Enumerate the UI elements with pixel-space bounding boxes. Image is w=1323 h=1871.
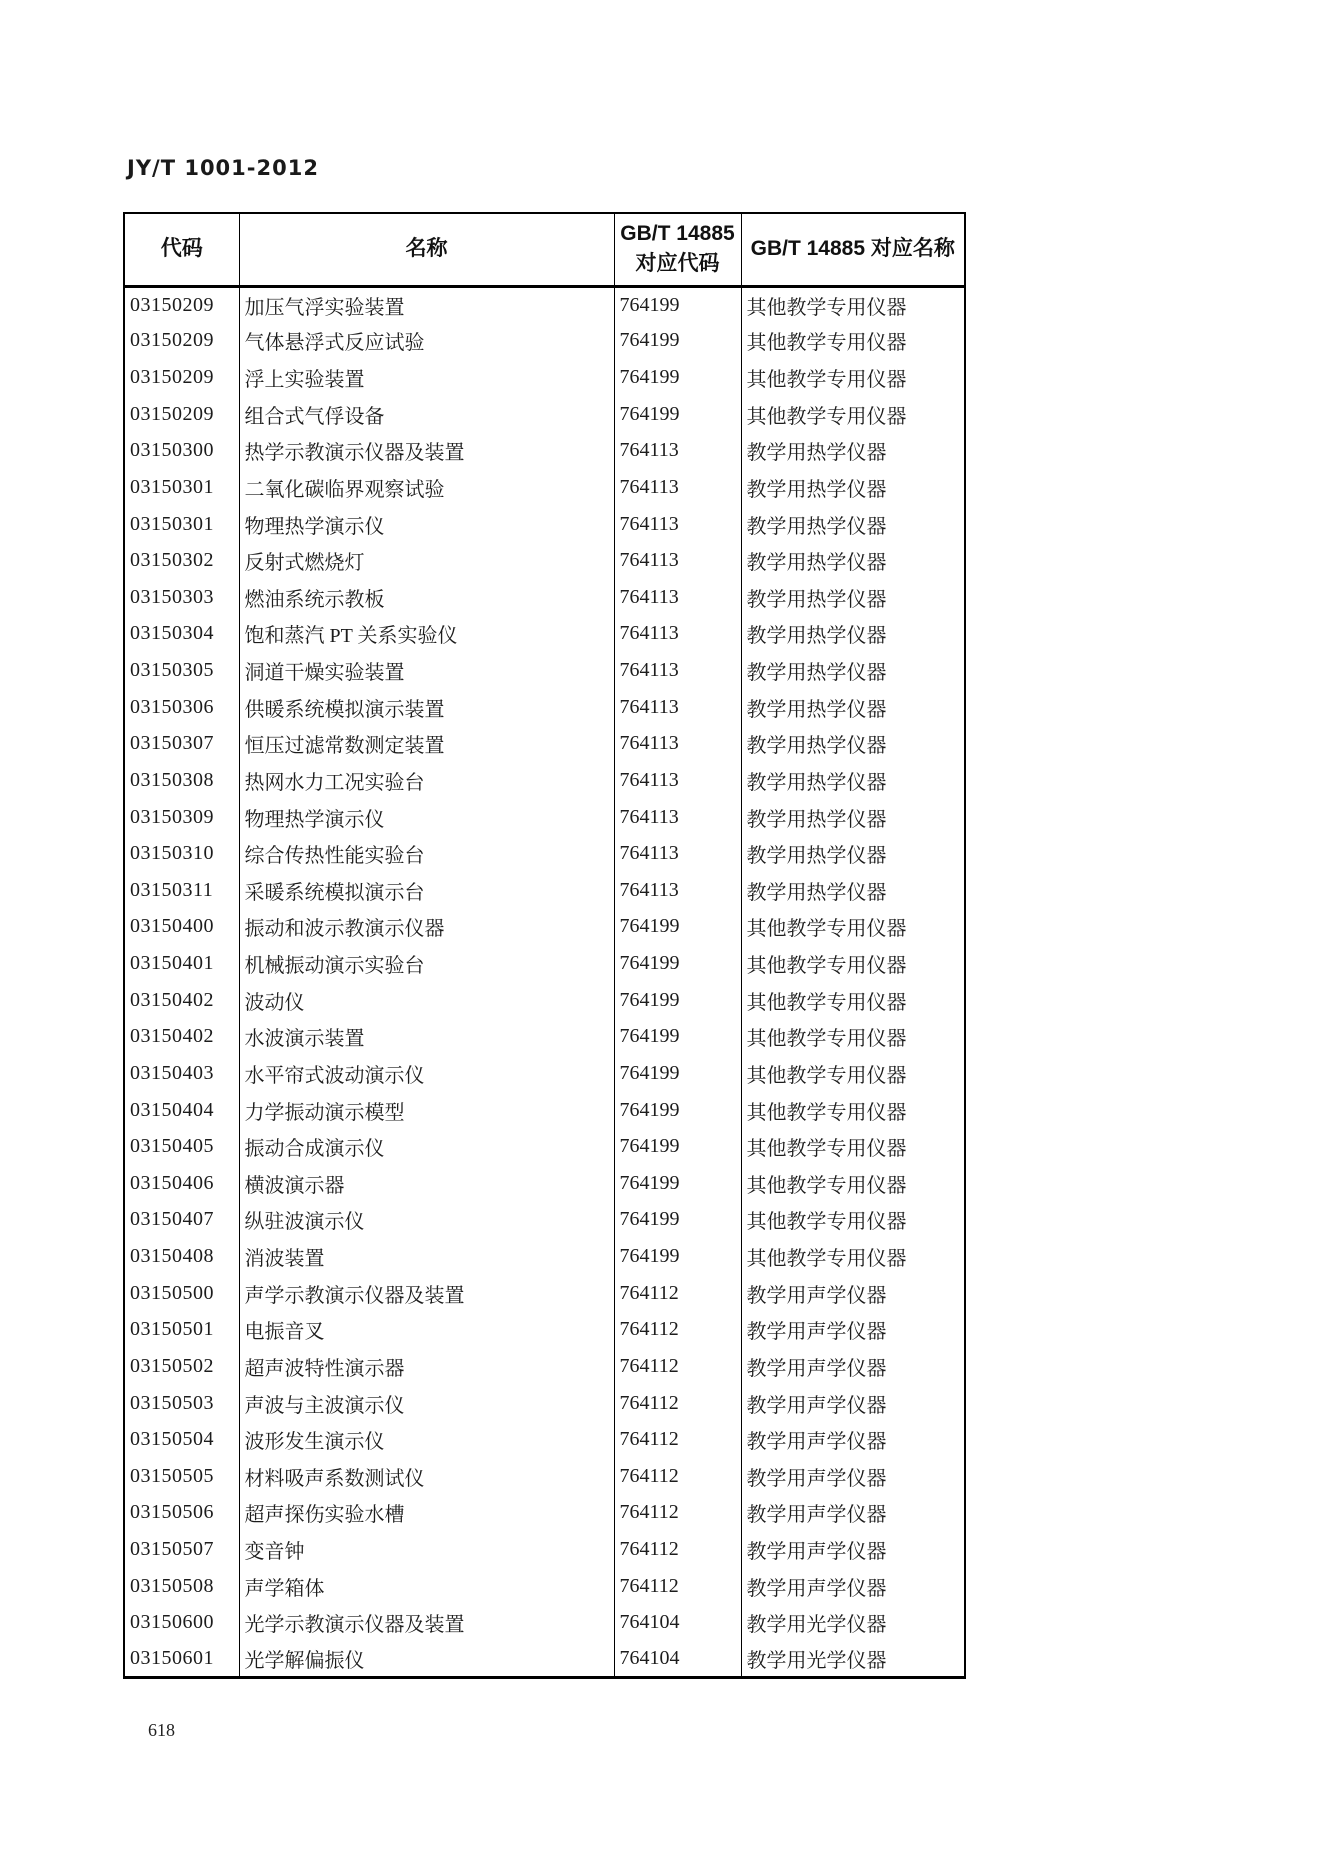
- cell-code: 03150407: [124, 1202, 239, 1239]
- cell-gb-code: 764112: [614, 1421, 741, 1458]
- cell-name: 供暖系统模拟演示装置: [239, 689, 614, 726]
- cell-gb-name: 教学用热学仪器: [741, 799, 965, 836]
- cell-code: 03150302: [124, 542, 239, 579]
- cell-gb-name: 教学用热学仪器: [741, 542, 965, 579]
- cell-name: 物理热学演示仪: [239, 799, 614, 836]
- cell-gb-code: 764112: [614, 1495, 741, 1532]
- cell-gb-code: 764113: [614, 726, 741, 763]
- cell-code: 03150301: [124, 469, 239, 506]
- header-name: 名称: [239, 213, 614, 286]
- cell-gb-code: 764112: [614, 1531, 741, 1568]
- cell-gb-name: 教学用热学仪器: [741, 872, 965, 909]
- table-row: [124, 1568, 965, 1605]
- cell-name: 横波演示器: [239, 1165, 614, 1202]
- cell-gb-code: 764113: [614, 652, 741, 689]
- header-row: [124, 213, 965, 286]
- cell-gb-code: 764199: [614, 359, 741, 396]
- table-row: [124, 542, 965, 579]
- cell-code: 03150209: [124, 396, 239, 433]
- cell-gb-code: 764112: [614, 1458, 741, 1495]
- cell-gb-code: 764199: [614, 1238, 741, 1275]
- cell-name: 二氧化碳临界观察试验: [239, 469, 614, 506]
- cell-code: 03150402: [124, 982, 239, 1019]
- table-row: [124, 652, 965, 689]
- cell-code: 03150500: [124, 1275, 239, 1312]
- cell-name: 消波装置: [239, 1238, 614, 1275]
- cell-code: 03150307: [124, 726, 239, 763]
- table-row: [124, 945, 965, 982]
- cell-code: 03150300: [124, 433, 239, 470]
- table-row: [124, 469, 965, 506]
- cell-name: 力学振动演示模型: [239, 1092, 614, 1129]
- table-row: [124, 835, 965, 872]
- table-row: [124, 689, 965, 726]
- cell-name: 振动和波示教演示仪器: [239, 909, 614, 946]
- cell-gb-name: 教学用声学仪器: [741, 1531, 965, 1568]
- table-row: [124, 1421, 965, 1458]
- cell-gb-name: 教学用热学仪器: [741, 579, 965, 616]
- cell-code: 03150508: [124, 1568, 239, 1605]
- cell-gb-code: 764113: [614, 762, 741, 799]
- cell-gb-name: 其他教学专用仪器: [741, 1055, 965, 1092]
- cell-gb-code: 764112: [614, 1348, 741, 1385]
- cell-code: 03150400: [124, 909, 239, 946]
- cell-gb-name: 其他教学专用仪器: [741, 1165, 965, 1202]
- table-row: [124, 1165, 965, 1202]
- cell-code: 03150401: [124, 945, 239, 982]
- cell-gb-name: 其他教学专用仪器: [741, 1202, 965, 1239]
- header-gb-code-line1: GB/T 14885: [620, 221, 735, 245]
- cell-gb-name: 教学用热学仪器: [741, 652, 965, 689]
- table-row: [124, 1055, 965, 1092]
- cell-code: 03150504: [124, 1421, 239, 1458]
- table-row: [124, 1238, 965, 1275]
- cell-name: 超声探伤实验水槽: [239, 1495, 614, 1532]
- cell-gb-code: 764199: [614, 396, 741, 433]
- table-row: [124, 506, 965, 543]
- cell-code: 03150601: [124, 1641, 239, 1678]
- table-row: [124, 1458, 965, 1495]
- cell-gb-code: 764104: [614, 1641, 741, 1678]
- cell-gb-code: 764199: [614, 1055, 741, 1092]
- cell-gb-name: 其他教学专用仪器: [741, 945, 965, 982]
- cell-gb-name: 教学用热学仪器: [741, 616, 965, 653]
- doc-number: JY/T 1001-2012: [127, 156, 319, 180]
- cell-gb-code: 764113: [614, 542, 741, 579]
- cell-code: 03150209: [124, 323, 239, 360]
- cell-code: 03150505: [124, 1458, 239, 1495]
- cell-gb-code: 764199: [614, 1128, 741, 1165]
- cell-name: 燃油系统示教板: [239, 579, 614, 616]
- cell-gb-name: 教学用光学仪器: [741, 1641, 965, 1678]
- table-row: [124, 1275, 965, 1312]
- cell-code: 03150305: [124, 652, 239, 689]
- cell-code: 03150506: [124, 1495, 239, 1532]
- cell-name: 声波与主波演示仪: [239, 1385, 614, 1422]
- cell-gb-name: 其他教学专用仪器: [741, 1019, 965, 1056]
- cell-name: 声学示教演示仪器及装置: [239, 1275, 614, 1312]
- table-row: [124, 909, 965, 946]
- cell-code: 03150301: [124, 506, 239, 543]
- table-row: [124, 982, 965, 1019]
- table-row: [124, 1312, 965, 1349]
- cell-code: 03150209: [124, 359, 239, 396]
- header-code: 代码: [124, 213, 239, 286]
- cell-name: 洞道干燥实验装置: [239, 652, 614, 689]
- table-row: [124, 762, 965, 799]
- cell-code: 03150309: [124, 799, 239, 836]
- cell-name: 热学示教演示仪器及装置: [239, 433, 614, 470]
- cell-gb-code: 764199: [614, 982, 741, 1019]
- cell-name: 组合式气俘设备: [239, 396, 614, 433]
- cell-gb-name: 教学用声学仪器: [741, 1348, 965, 1385]
- table-row: [124, 1495, 965, 1532]
- cell-gb-name: 其他教学专用仪器: [741, 1092, 965, 1129]
- cell-gb-code: 764113: [614, 799, 741, 836]
- cell-gb-code: 764199: [614, 1019, 741, 1056]
- cell-name: 波动仪: [239, 982, 614, 1019]
- cell-name: 电振音叉: [239, 1312, 614, 1349]
- cell-code: 03150403: [124, 1055, 239, 1092]
- cell-gb-code: 764199: [614, 945, 741, 982]
- cell-code: 03150503: [124, 1385, 239, 1422]
- cell-name: 反射式燃烧灯: [239, 542, 614, 579]
- cell-code: 03150402: [124, 1019, 239, 1056]
- cell-code: 03150600: [124, 1605, 239, 1642]
- table-row: [124, 359, 965, 396]
- cell-code: 03150310: [124, 835, 239, 872]
- cell-name: 物理热学演示仪: [239, 506, 614, 543]
- cell-gb-code: 764113: [614, 689, 741, 726]
- cell-gb-code: 764199: [614, 323, 741, 360]
- cell-name: 振动合成演示仪: [239, 1128, 614, 1165]
- cell-name: 波形发生演示仪: [239, 1421, 614, 1458]
- cell-gb-name: 教学用声学仪器: [741, 1458, 965, 1495]
- cell-gb-name: 教学用光学仪器: [741, 1605, 965, 1642]
- cell-gb-code: 764199: [614, 1092, 741, 1129]
- cell-name: 水波演示装置: [239, 1019, 614, 1056]
- cell-name: 变音钟: [239, 1531, 614, 1568]
- table-row: [124, 1385, 965, 1422]
- cell-name: 热网水力工况实验台: [239, 762, 614, 799]
- cell-code: 03150311: [124, 872, 239, 909]
- table-row: [124, 286, 965, 323]
- cell-name: 采暖系统模拟演示台: [239, 872, 614, 909]
- cell-gb-code: 764112: [614, 1568, 741, 1605]
- header-gb-code-line2: 对应代码: [635, 252, 720, 276]
- table-row: [124, 323, 965, 360]
- cell-code: 03150405: [124, 1128, 239, 1165]
- cell-code: 03150502: [124, 1348, 239, 1385]
- cell-gb-name: 教学用热学仪器: [741, 506, 965, 543]
- table-row: [124, 799, 965, 836]
- cell-gb-code: 764113: [614, 506, 741, 543]
- cell-gb-name: 其他教学专用仪器: [741, 909, 965, 946]
- cell-code: 03150501: [124, 1312, 239, 1349]
- cell-gb-code: 764112: [614, 1385, 741, 1422]
- cell-gb-name: 教学用热学仪器: [741, 433, 965, 470]
- table-header: [124, 213, 965, 286]
- cell-name: 纵驻波演示仪: [239, 1202, 614, 1239]
- cell-code: 03150406: [124, 1165, 239, 1202]
- cell-gb-name: 其他教学专用仪器: [741, 1128, 965, 1165]
- cell-gb-name: 其他教学专用仪器: [741, 982, 965, 1019]
- cell-gb-code: 764113: [614, 616, 741, 653]
- cell-gb-code: 764199: [614, 286, 741, 323]
- table-row: [124, 433, 965, 470]
- cell-name: 饱和蒸汽 PT 关系实验仪: [239, 616, 614, 653]
- cell-gb-name: 教学用热学仪器: [741, 469, 965, 506]
- cell-name: 光学解偏振仪: [239, 1641, 614, 1678]
- cell-code: 03150308: [124, 762, 239, 799]
- cell-gb-name: 教学用声学仪器: [741, 1568, 965, 1605]
- table-body: [124, 286, 965, 1678]
- cell-name: 浮上实验装置: [239, 359, 614, 396]
- page-number: 618: [148, 1720, 175, 1740]
- cell-gb-code: 764112: [614, 1275, 741, 1312]
- cell-code: 03150209: [124, 286, 239, 323]
- table-row: [124, 726, 965, 763]
- table-row: [124, 616, 965, 653]
- cell-code: 03150304: [124, 616, 239, 653]
- cell-gb-code: 764199: [614, 1202, 741, 1239]
- cell-gb-name: 教学用声学仪器: [741, 1421, 965, 1458]
- cell-code: 03150306: [124, 689, 239, 726]
- cell-name: 超声波特性演示器: [239, 1348, 614, 1385]
- cell-gb-code: 764113: [614, 469, 741, 506]
- cell-gb-name: 教学用声学仪器: [741, 1385, 965, 1422]
- cell-gb-code: 764113: [614, 872, 741, 909]
- cell-gb-name: 其他教学专用仪器: [741, 286, 965, 323]
- table-row: [124, 1019, 965, 1056]
- cell-name: 水平帘式波动演示仪: [239, 1055, 614, 1092]
- cell-gb-code: 764104: [614, 1605, 741, 1642]
- cell-gb-name: 其他教学专用仪器: [741, 1238, 965, 1275]
- cell-code: 03150507: [124, 1531, 239, 1568]
- table-row: [124, 1605, 965, 1642]
- cell-name: 恒压过滤常数测定装置: [239, 726, 614, 763]
- table-row: [124, 1531, 965, 1568]
- table-row: [124, 1092, 965, 1129]
- cell-gb-code: 764199: [614, 1165, 741, 1202]
- cell-name: 综合传热性能实验台: [239, 835, 614, 872]
- header-gb-name: GB/T 14885 对应名称: [741, 213, 965, 286]
- table-row: [124, 1128, 965, 1165]
- cell-gb-name: 其他教学专用仪器: [741, 396, 965, 433]
- cell-gb-name: 教学用热学仪器: [741, 835, 965, 872]
- cell-gb-name: 教学用声学仪器: [741, 1275, 965, 1312]
- cell-code: 03150404: [124, 1092, 239, 1129]
- code-mapping-table: [123, 212, 966, 1679]
- table-row: [124, 872, 965, 909]
- table-row: [124, 1202, 965, 1239]
- cell-gb-name: 教学用声学仪器: [741, 1495, 965, 1532]
- cell-code: 03150303: [124, 579, 239, 616]
- cell-gb-name: 教学用热学仪器: [741, 726, 965, 763]
- cell-gb-name: 教学用热学仪器: [741, 762, 965, 799]
- cell-name: 气体悬浮式反应试验: [239, 323, 614, 360]
- cell-name: 声学箱体: [239, 1568, 614, 1605]
- cell-gb-code: 764113: [614, 835, 741, 872]
- cell-code: 03150408: [124, 1238, 239, 1275]
- cell-name: 光学示教演示仪器及装置: [239, 1605, 614, 1642]
- table-row: [124, 1641, 965, 1678]
- cell-gb-code: 764113: [614, 433, 741, 470]
- table-row: [124, 396, 965, 433]
- cell-gb-code: 764112: [614, 1312, 741, 1349]
- cell-gb-name: 教学用热学仪器: [741, 689, 965, 726]
- header-gb-code: [614, 213, 741, 286]
- cell-gb-code: 764113: [614, 579, 741, 616]
- cell-name: 加压气浮实验装置: [239, 286, 614, 323]
- table-row: [124, 1348, 965, 1385]
- cell-gb-name: 教学用声学仪器: [741, 1312, 965, 1349]
- cell-gb-code: 764199: [614, 909, 741, 946]
- cell-name: 材料吸声系数测试仪: [239, 1458, 614, 1495]
- table-row: [124, 579, 965, 616]
- cell-gb-name: 其他教学专用仪器: [741, 359, 965, 396]
- cell-gb-name: 其他教学专用仪器: [741, 323, 965, 360]
- cell-name: 机械振动演示实验台: [239, 945, 614, 982]
